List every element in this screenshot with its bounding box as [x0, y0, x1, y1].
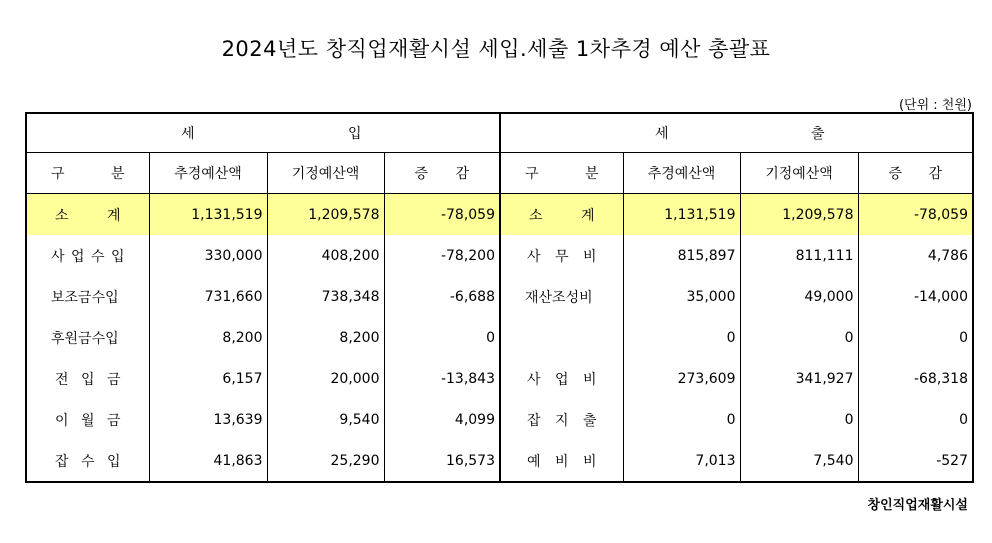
expense-col-existing: 기정예산액 [740, 153, 858, 194]
income-col-revised: 추경예산액 [149, 153, 267, 194]
income-row-revised: 8,200 [149, 317, 267, 358]
expense-row-change: -527 [858, 440, 973, 482]
income-total-existing: 1,209,578 [267, 194, 384, 236]
expense-total-change: -78,059 [858, 194, 973, 236]
income-header-char-1: 세 [181, 126, 195, 142]
expense-total-revised: 1,131,519 [623, 194, 740, 236]
column-header-row [26, 153, 973, 194]
expense-row-revised: 35,000 [623, 276, 740, 317]
unit-label: (단위 : 천원) [898, 98, 972, 113]
income-row-existing: 8,200 [267, 317, 384, 358]
income-row-change: 16,573 [384, 440, 500, 482]
expense-row-revised: 815,897 [623, 235, 740, 276]
organization-name: 창인직업재활시설 [867, 498, 968, 513]
table-row [26, 440, 973, 482]
income-col-change: 증 감 [384, 153, 500, 194]
table-row [26, 358, 973, 399]
table-row [26, 276, 973, 317]
page-title: 2024년도 창직업재활시설 세입.세출 1차추경 예산 총괄표 [221, 37, 771, 61]
income-row-label: 잡 수 입 [26, 440, 149, 482]
expense-row-existing: 0 [740, 317, 858, 358]
income-row-label: 후원금수입 [26, 317, 149, 358]
expense-row-label: 예 비 비 [500, 440, 623, 482]
expense-row-existing: 49,000 [740, 276, 858, 317]
expense-row-existing: 0 [740, 399, 858, 440]
table-row [26, 317, 973, 358]
expense-row-existing: 811,111 [740, 235, 858, 276]
expense-row-existing: 7,540 [740, 440, 858, 482]
expense-row-revised: 0 [623, 317, 740, 358]
income-row-revised: 6,157 [149, 358, 267, 399]
income-col-category: 구 분 [26, 153, 149, 194]
income-row-change: 4,099 [384, 399, 500, 440]
income-total-revised: 1,131,519 [149, 194, 267, 236]
expense-col-revised: 추경예산액 [623, 153, 740, 194]
expense-row-label [500, 317, 623, 358]
income-row-change: -78,200 [384, 235, 500, 276]
income-header-char-2: 입 [348, 126, 362, 142]
table-row [26, 235, 973, 276]
expense-row-label: 사 업 비 [500, 358, 623, 399]
income-row-change: 0 [384, 317, 500, 358]
expense-section-header [500, 113, 973, 153]
expense-row-existing: 341,927 [740, 358, 858, 399]
income-col-existing: 기정예산액 [267, 153, 384, 194]
income-row-change: -13,843 [384, 358, 500, 399]
income-row-revised: 13,639 [149, 399, 267, 440]
income-row-existing: 408,200 [267, 235, 384, 276]
income-row-label: 사 업 수 입 [26, 235, 149, 276]
expense-row-label: 재산조성비 [500, 276, 623, 317]
income-row-label: 전 입 금 [26, 358, 149, 399]
total-row [26, 194, 973, 236]
table-row [26, 399, 973, 440]
income-row-label: 이 월 금 [26, 399, 149, 440]
income-row-revised: 41,863 [149, 440, 267, 482]
budget-summary-table [25, 112, 974, 483]
income-total-change: -78,059 [384, 194, 500, 236]
income-section-header [26, 113, 500, 153]
income-row-revised: 330,000 [149, 235, 267, 276]
expense-row-change: 0 [858, 399, 973, 440]
expense-row-change: -14,000 [858, 276, 973, 317]
expense-col-category: 구 분 [500, 153, 623, 194]
income-row-existing: 25,290 [267, 440, 384, 482]
expense-row-revised: 7,013 [623, 440, 740, 482]
expense-row-change: 4,786 [858, 235, 973, 276]
income-row-existing: 20,000 [267, 358, 384, 399]
expense-row-change: 0 [858, 317, 973, 358]
income-row-existing: 9,540 [267, 399, 384, 440]
income-total-label: 소 계 [26, 194, 149, 236]
expense-row-label: 잡 지 출 [500, 399, 623, 440]
expense-row-revised: 273,609 [623, 358, 740, 399]
expense-header-char-2: 출 [811, 126, 825, 142]
income-row-change: -6,688 [384, 276, 500, 317]
income-row-revised: 731,660 [149, 276, 267, 317]
income-row-existing: 738,348 [267, 276, 384, 317]
expense-col-change: 증 감 [858, 153, 973, 194]
expense-row-revised: 0 [623, 399, 740, 440]
expense-header-char-1: 세 [655, 126, 669, 142]
expense-total-label: 소 계 [500, 194, 623, 236]
expense-row-change: -68,318 [858, 358, 973, 399]
expense-row-label: 사 무 비 [500, 235, 623, 276]
section-header-row [26, 113, 973, 153]
expense-total-existing: 1,209,578 [740, 194, 858, 236]
income-row-label: 보조금수입 [26, 276, 149, 317]
